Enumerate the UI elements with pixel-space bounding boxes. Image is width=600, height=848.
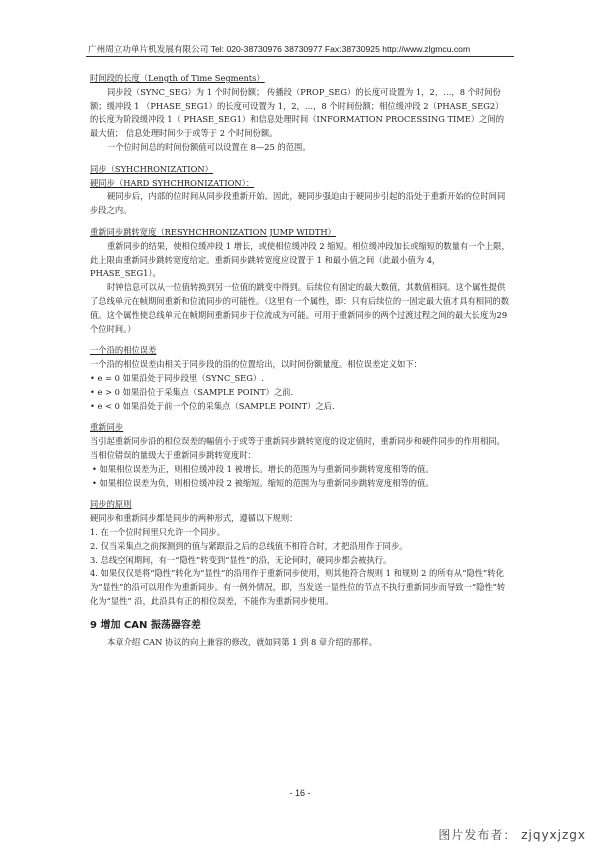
list-item: • e = 0 如果沿处于同步段里（SYNC_SEG）. — [90, 372, 264, 383]
section-title-sync-rules: 同步的原则 — [90, 499, 132, 510]
paragraph: 重新同步的结果，使相位缓冲段 1 增长，或使相位缓冲段 2 缩短。相位缓冲段加长或缩短的数量有一个上限，此上限由重新同步跳转宽度给定。重新同步跳转宽度应设置于 1 和最小值之间（此最小值为 4，PHASE_SEG1）。 — [90, 240, 510, 279]
chapter-heading: 9 增加 CAN 振荡器容差 — [90, 619, 201, 631]
paragraph: 一个沿的相位误差由相关于同步段的沿的位置给出，以时间份额量度。相位误差定义如下： — [90, 359, 422, 370]
page-number: - 16 - — [289, 788, 311, 798]
section-title-resync: 重新同步 — [90, 422, 124, 433]
document-body — [90, 72, 510, 650]
paragraph: 硬同步后，内部的位时间从同步段重新开始。因此，硬同步强迫由于硬同步引起的沿处于重新开始的位时间同步段之内。 — [90, 191, 506, 216]
section-title-phase-error: 一个沿的相位误差 — [90, 345, 157, 356]
section-title-sync: 同步（SYHCHRONIZATION） — [90, 163, 213, 174]
subsection-title-hard-sync: 硬同步（HARD SYHCHRONIZATION）： — [90, 177, 255, 188]
list-item: • e > 0 如果沿位于采集点（SAMPLE POINT）之前. — [90, 386, 294, 397]
paragraph: 同步段（SYNC_SEG）为 1 个时间份额； 传播段（PROP_SEG）的长度可设置为 1，2，…，8 个时间份额；缓冲段 1 （PHASE_SEG1）的长度可设置为 1，2，…，8 个时间份额；相位缓冲段 2（PHASE_SEG2）的长度为阶段缓冲段 1（ PHASE_SEG1）和信息处理时间（INFORMATION PROCESSING TIME）之间的最大值； 信息处理时间少于或等于 2 个时间份额。 — [90, 86, 505, 139]
list-item: • e < 0 如果沿处于前一个位的采集点（SAMPLE POINT）之后. — [90, 400, 335, 411]
list-item: 4. 如果仅仅是将“隐性”转化为“显性”的沿用作于重新同步使用，则其他符合规则 1 和规则 2 的所有从“隐性”转化为“显性”的沿可以用作为重新同步。有一例外情况，即，当发送一显性位的节点不执行重新同步而导致一“隐性”转化为“显性” 沿，此沿具有正的相位误差，不能作为重新同步使用。 — [90, 568, 506, 606]
list-item: 3. 总线空闲期间，有一“隐性”转变到“显性”的沿，无论何时，硬同步都会被执行。 — [90, 554, 392, 565]
header-divider — [86, 56, 514, 57]
watermark: 图片发布者： zjqyxjzgx — [438, 828, 586, 842]
list-item: • 如果相位误差为负，则相位缓冲段 2 被缩短。缩短的范围为与重新同步跳转宽度相等的值。 — [92, 477, 434, 488]
paragraph: 本章介绍 CAN 协议的向上兼容的修改，就如同第 1 到 8 章介绍的那样。 — [107, 637, 377, 648]
list-item: • 如果相位误差为正，则相位缓冲段 1 被增长。增长的范围为与重新同步跳转宽度相等的值。 — [92, 463, 434, 474]
paragraph: 硬同步和重新同步都是同步的两种形式，遵循以下规则： — [90, 513, 298, 524]
page-header: 广州周立功单片机发展有限公司 Tel: 020-38730976 38730977 Fax:38730925 http://www.zlgmcu.com — [88, 44, 471, 54]
section-title-time-length: 时间段的长度（Length of Time Segments） — [90, 73, 265, 83]
list-item: 1. 在一个位时间里只允许一个同步。 — [90, 526, 226, 537]
paragraph: 一个位时间总的时间份额值可以设置在 8—25 的范围。 — [107, 141, 311, 152]
paragraph: 当引起重新同步沿的相位误差的幅值小于或等于重新同步跳转宽度的设定值时，重新同步和硬件同步的作用相同。当相位错误的量级大于重新同步跳转宽度时： — [90, 436, 505, 460]
section-title-sjw: 重新同步跳转宽度（RESYHCHRONIZATION JUMP WIDTH） — [90, 226, 336, 237]
paragraph: 时钟信息可以从一位值转换到另一位值的跳变中得到。后续位有固定的最大数值，其数值相同。这个属性提供了总线单元在帧期间重新和位流同步的可能性。（这里有一个属性，即：只有后续位的一固定最大值才具有相同的数值。这个属性使总线单元在帧期间重新同步于位流成为可能。可用于重新同步的两个过渡过程之间的最大长度为29个位时间。） — [90, 282, 509, 334]
list-item: 2. 仅当采集点之前探测到的值与紧跟沿之后的总线值不相符合时，才把沿用作于同步。 — [90, 540, 408, 551]
